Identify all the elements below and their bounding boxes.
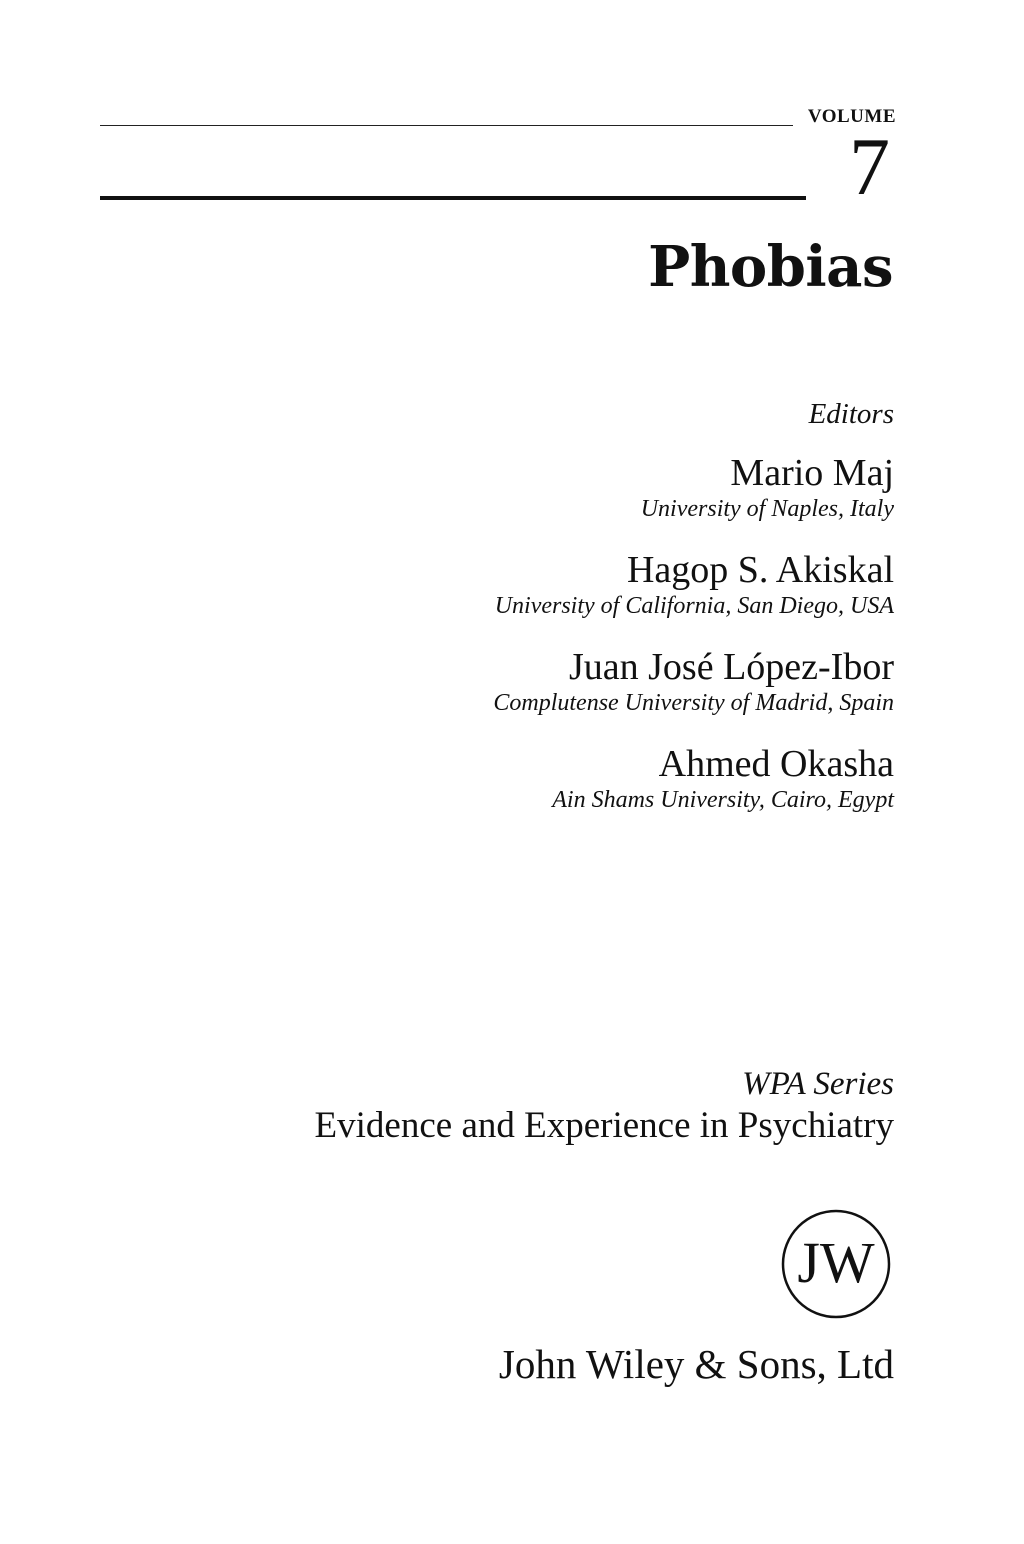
editors-heading: Editors [808, 398, 894, 430]
editor-entry [495, 549, 894, 621]
logo-monogram: JW [797, 1230, 875, 1295]
editor-entry [552, 743, 894, 815]
editor-name: Ahmed Okasha [658, 743, 894, 785]
editor-entry [641, 452, 894, 524]
editor-name: Juan José López-Ibor [568, 646, 894, 688]
editor-entry [493, 646, 894, 718]
thick-rule [100, 196, 806, 200]
editor-name: Hagop S. Akiskal [626, 549, 894, 591]
wiley-logo-icon [780, 1208, 892, 1320]
publisher-name: John Wiley & Sons, Ltd [498, 1341, 894, 1387]
editor-affiliation: University of Naples, Italy [640, 496, 894, 522]
editor-affiliation: Ain Shams University, Cairo, Egypt [552, 787, 894, 813]
series-title: Evidence and Experience in Psychiatry [314, 1105, 894, 1146]
top-thin-rule [100, 125, 793, 126]
book-title: Phobias [648, 234, 893, 300]
series-label: WPA Series [742, 1066, 894, 1102]
volume-number: 7 [849, 121, 890, 212]
editor-name: Mario Maj [730, 452, 894, 494]
editor-affiliation: Complutense University of Madrid, Spain [493, 690, 894, 716]
volume-label: VOLUME [807, 106, 896, 127]
editor-affiliation: University of California, San Diego, USA [494, 593, 894, 619]
